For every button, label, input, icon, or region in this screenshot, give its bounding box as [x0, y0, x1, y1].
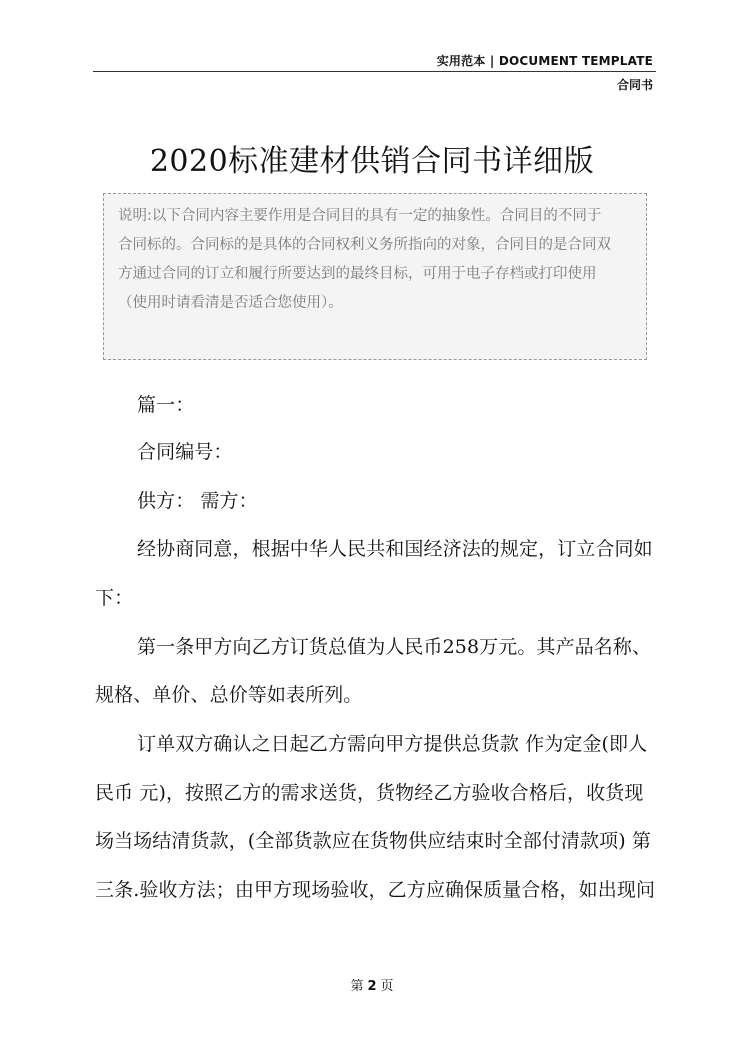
- header-divider: [93, 71, 656, 72]
- notice-line: （使用时请看清是否适合您使用）。: [118, 295, 343, 311]
- page-suffix: 页: [380, 979, 394, 994]
- contract-number-label: 合同编号：: [137, 441, 233, 463]
- body-paragraph-line: 民币 元)，按照乙方的需求送货，货物经乙方验收合格后，收货现: [95, 782, 644, 804]
- page-number: 2: [367, 979, 377, 994]
- body-paragraph-line: 三条.验收方法；由甲方现场验收，乙方应确保质量合格，如出现问: [95, 879, 656, 901]
- header-category-label: 合同书: [616, 78, 653, 92]
- notice-box: [103, 193, 647, 360]
- body-paragraph-line: 规格、单价、总价等如表所列。: [95, 684, 363, 706]
- notice-line: 说明:以下合同内容主要作用是合同目的具有一定的抽象性。合同目的不同于: [118, 208, 602, 224]
- body-paragraph-line: 场当场结清货款，(全部货款应在货物供应结束时全部付清款项) 第: [95, 830, 651, 852]
- page-footer: [0, 975, 744, 994]
- header-template-label: 实用范本 | DOCUMENT TEMPLATE: [436, 54, 653, 68]
- body-paragraph-line: 订单双方确认之日起乙方需向甲方提供总货款 作为定金(即人: [137, 733, 648, 755]
- body-paragraph-line: 第一条甲方向乙方订货总值为人民币258万元。其产品名称、: [137, 636, 652, 658]
- body-paragraph-line: 经协商同意，根据中华人民共和国经济法的规定，订立合同如: [137, 538, 653, 560]
- document-header: [437, 52, 653, 69]
- document-title: 2020标准建材供销合同书详细版: [149, 144, 595, 179]
- parties-label: 供方： 需方：: [137, 490, 258, 512]
- page-prefix: 第: [350, 979, 364, 994]
- notice-line: 方通过合同的订立和履行所要达到的最终目标，可用于电子存档或打印使用: [118, 266, 597, 282]
- body-paragraph-line: 下：: [95, 587, 134, 609]
- section-heading: 篇一：: [137, 394, 195, 416]
- notice-line: 合同标的。合同标的是具体的合同权利义务所指向的对象，合同目的是合同双: [118, 237, 611, 253]
